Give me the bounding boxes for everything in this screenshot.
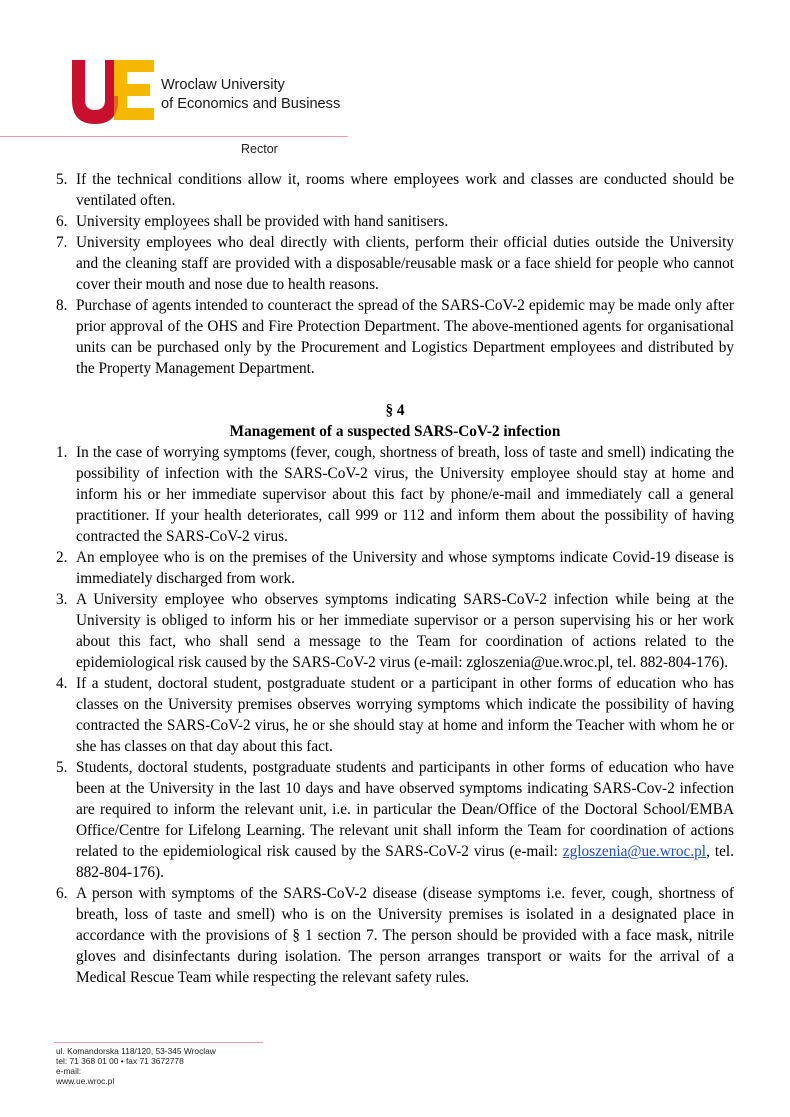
office-label: Rector <box>241 142 278 156</box>
document-body <box>56 169 734 988</box>
list-item-number: 5. <box>56 759 68 776</box>
list-item <box>56 547 734 589</box>
list-item-number: 7. <box>56 234 68 251</box>
section-title: Management of a suspected SARS-CoV-2 infection <box>229 423 561 440</box>
list-item-number: 2. <box>56 549 68 566</box>
list-item-number: 8. <box>56 297 68 314</box>
list-item <box>56 589 734 673</box>
list-item-number: 1. <box>56 444 68 461</box>
list-item-text: If the technical conditions allow it, rooms where employees work and classes are conducted should be ventilated often. <box>76 171 734 209</box>
footer-contact <box>56 1046 216 1086</box>
list-item <box>56 883 734 988</box>
list-item-number: 5. <box>56 171 68 188</box>
list-item-text: A University employee who observes symptoms indicating SARS-CoV-2 infection while being at the University is obliged to inform his or her immediate supervisor or a person supervising his or her work about this fact, who shall send a message to the Team for coordination of actions related to the epidemiological risk caused by the SARS-CoV-2 virus (e-mail: zgloszenia@ue.wroc.pl, tel. 882-804-176). <box>76 591 734 671</box>
list-item-text: University employees shall be provided with hand sanitisers. <box>76 213 449 230</box>
university-logo <box>70 60 155 124</box>
section-4-list <box>56 442 734 988</box>
list-item-number: 6. <box>56 213 68 230</box>
list-item <box>56 232 734 295</box>
university-name-line2: of Economics and Business <box>161 95 341 112</box>
email-link[interactable]: zgloszenia@ue.wroc.pl <box>562 843 707 860</box>
list-item-number: 6. <box>56 885 68 902</box>
list-item-text: In the case of worrying symptoms (fever, cough, shortness of breath, loss of taste and smell) indicating the possibility of infection with the SARS-CoV-2 virus, the University employee should stay at home and inform his or her immediate supervisor about this fact by phone/e-mail and immediately call a general practitioner. If your health deteriorates, call 999 or 112 and inform them about the possibility of having contracted the SARS-CoV-2 virus. <box>76 444 734 545</box>
list-item-text: If a student, doctoral student, postgraduate student or a participant in other forms of education who has classes on the University premises observes worrying symptoms which indicate the possibility of having contracted the SARS-CoV-2 virus, he or she should stay at home and inform the Teacher with whom he or she has classes on that day about this fact. <box>76 675 734 755</box>
list-continued <box>56 169 734 379</box>
university-name <box>161 76 340 113</box>
footer-phone: tel: 71 368 01 00 • fax 71 3672778 <box>56 1056 184 1066</box>
list-item-text <box>76 757 734 883</box>
footer-address: ul. Komandorska 118/120, 53-345 Wroclaw <box>56 1046 216 1056</box>
list-item-number: 3. <box>56 591 68 608</box>
list-item <box>56 211 734 232</box>
section-number: § 4 <box>385 402 405 419</box>
university-name-line1: Wroclaw University <box>161 77 285 93</box>
footer-website: www.ue.wroc.pl <box>56 1076 115 1086</box>
list-item-text-end: , tel. 882-804-176). <box>76 843 734 881</box>
list-item-text-start: Students, doctoral students, postgraduate students and participants in other forms of education who have been at the University in the last 10 days and have observed symptoms indicating SARS-Cov-2 infection are required to inform the relevant unit, i.e. in particular the Dean/Office of the Doctoral School/EMBA Office/Centre for Lifelong Learning. The relevant unit shall inform the Team for coordination of actions related to the epidemiological risk caused by the SARS-CoV-2 virus (e-mail: <box>76 759 734 860</box>
list-item <box>56 757 734 883</box>
list-item-text: Purchase of agents intended to counteract the spread of the SARS-CoV-2 epidemic may be made only after prior approval of the OHS and Fire Protection Department. The above-mentioned agents for organisational units can be purchased only by the Procurement and Logistics Department employees and distributed by the Property Management Department. <box>76 297 734 377</box>
list-item-text: A person with symptoms of the SARS-CoV-2 disease (disease symptoms i.e. fever, cough, shortness of breath, loss of taste and smell) who is on the University premises is isolated in a designated place in accordance with the provisions of § 1 section 7. The person should be provided with a face mask, nitrile gloves and disinfectants during isolation. The person arranges transport or waits for the arrival of a Medical Rescue Team while respecting the relevant safety rules. <box>76 885 734 986</box>
letterhead <box>0 0 790 165</box>
list-item <box>56 169 734 211</box>
footer-email-label: e-mail: <box>56 1066 82 1076</box>
list-item-number: 4. <box>56 675 68 692</box>
footer-divider <box>54 1042 263 1043</box>
list-item-text: University employees who deal directly with clients, perform their official duties outside the University and the cleaning staff are provided with a disposable/reusable mask or a face shield for people who cannot cover their mouth and nose due to health reasons. <box>76 234 734 293</box>
header-divider <box>0 136 348 137</box>
list-item <box>56 673 734 757</box>
list-item <box>56 442 734 547</box>
list-item <box>56 295 734 379</box>
list-item-text: An employee who is on the premises of the University and whose symptoms indicate Covid-19 disease is immediately discharged from work. <box>76 549 734 587</box>
